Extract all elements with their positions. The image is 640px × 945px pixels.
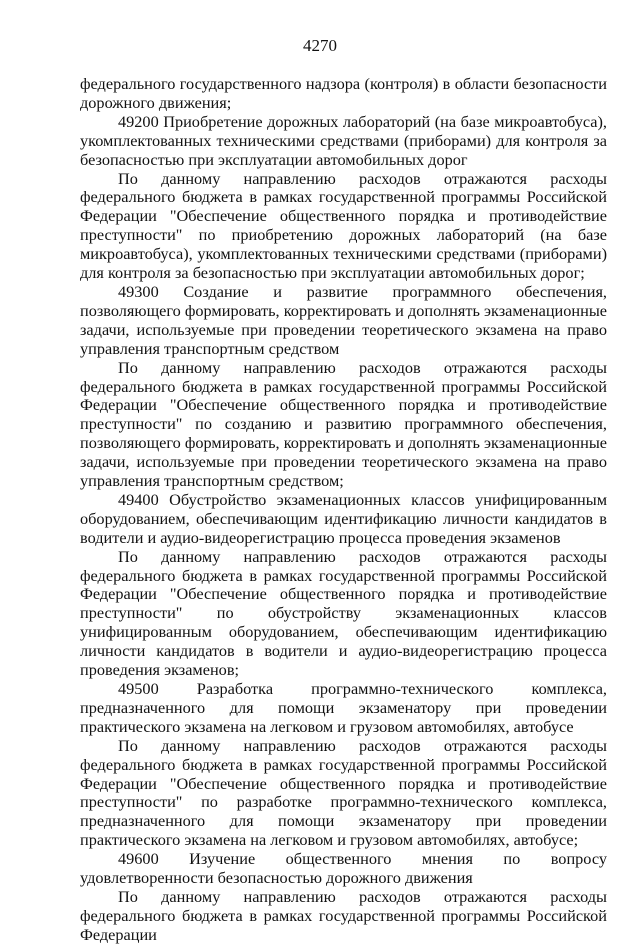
paragraph: По данному направлению расходов отражаются расходы федерального бюджета в рамках государственной программы Российской Федерации "Обеспечение общественного порядка и противодействие преступности" по обустройству экзаменационных классов унифицированным оборудованием, обеспечивающим идентификацию личности кандидатов в водители и аудио-видеорегистрацию процесса проведения экзаменов; [80,546,607,680]
paragraph: По данному направлению расходов отражаются расходы федерального бюджета в рамках государственной программы Российской Федерации [80,886,607,944]
paragraph: 49400 Обустройство экзаменационных классов унифицированным оборудованием, обеспечивающим идентификацию личности кандидатов в водители и аудио-видеорегистрацию процесса проведения экзаменов [80,489,607,547]
paragraph: 49200 Приобретение дорожных лабораторий (на базе микроавтобуса), укомплектованных техническими средствами (приборами) для контроля за безопасностью при эксплуатации автомобильных дорог [80,111,607,169]
paragraph: По данному направлению расходов отражаются расходы федерального бюджета в рамках государственной программы Российской Федерации "Обеспечение общественного порядка и противодействие преступности" по разработке программно-технического комплекса, предназначенного для помощи экзаменатору при проведении практического экзамена на легковом и грузовом автомобилях, автобусе; [80,735,607,850]
document-body [80,75,607,945]
paragraph: 49300 Создание и развитие программного обеспечения, позволяющего формировать, корректировать и дополнять экзаменационные задачи, используемые при проведении теоретического экзамена на право управления транспортным средством [80,281,607,358]
paragraph: федерального государственного надзора (контроля) в области безопасности дорожного движения; [80,74,607,112]
paragraph: 49600 Изучение общественного мнения по вопросу удовлетворенности безопасностью дорожного движения [80,849,607,888]
page-number: 4270 [303,36,337,55]
paragraph: По данному направлению расходов отражаются расходы федерального бюджета в рамках государственной программы Российской Федерации "Обеспечение общественного порядка и противодействие преступности" по созданию и развитию программного обеспечения, позволяющего формировать, корректировать и дополнять экзаменационные задачи, используемые при проведении теоретического экзамена на право управления транспортным средством; [80,357,607,491]
paragraph: 49500 Разработка программно-технического комплекса, предназначенного для помощи экзаменатору при проведении практического экзамена на легковом и грузовом автомобилях, автобусе [80,679,607,736]
paragraph: По данному направлению расходов отражаются расходы федерального бюджета в рамках государственной программы Российской Федерации "Обеспечение общественного порядка и противодействие преступности" по приобретению дорожных лабораторий (на базе микроавтобуса), укомплектованных техническими средствами (приборами) для контроля за безопасностью при эксплуатации автомобильных дорог; [80,168,607,283]
